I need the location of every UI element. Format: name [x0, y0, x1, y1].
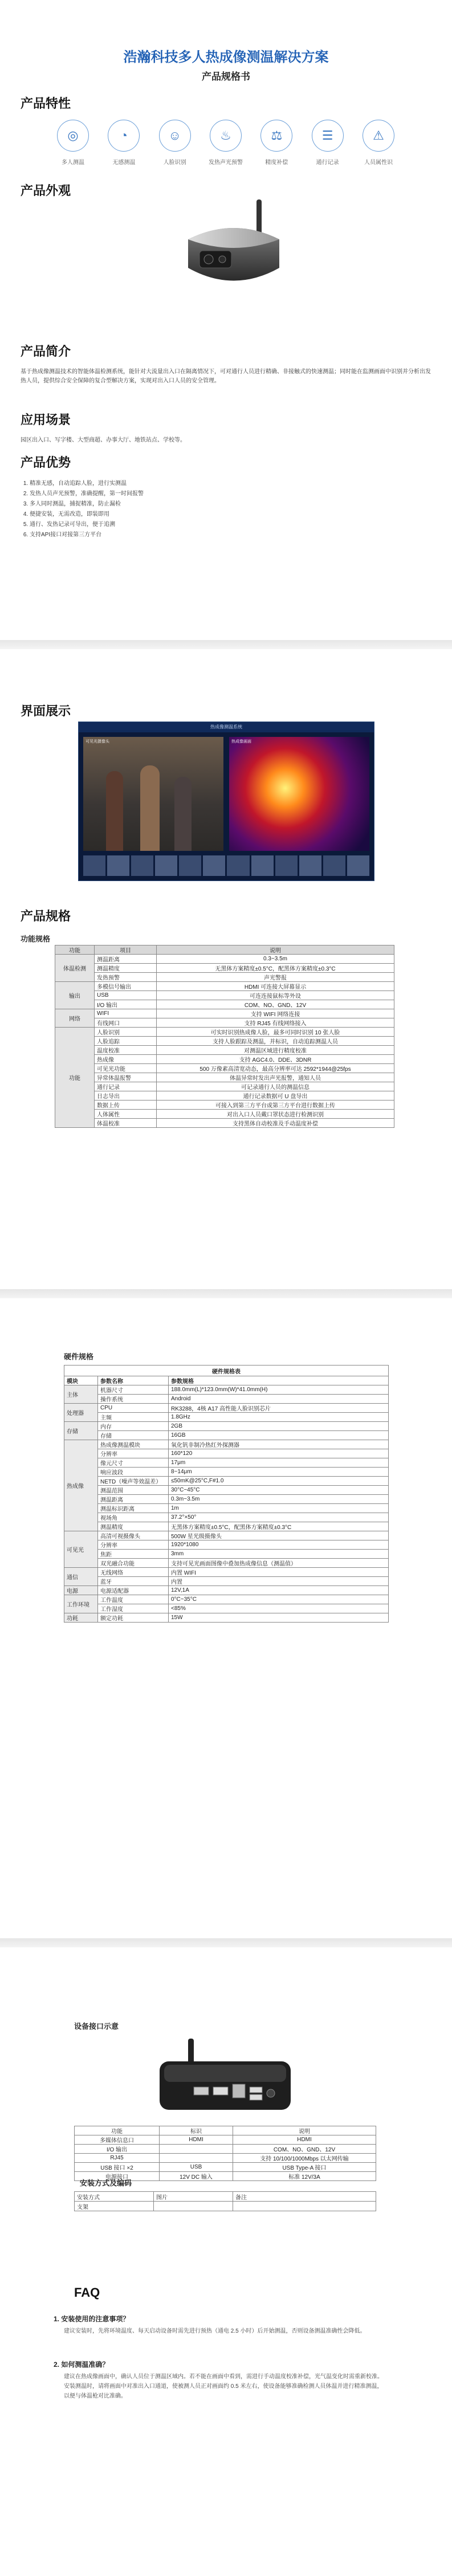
faq-answer: 建议安装时，先将环境温度、每天启动设备时需先进行预热（通电 2.5 小时）后开始测温，否则设备测温准确性会降低。: [64, 2328, 366, 2334]
table-cell: 15W: [169, 1613, 389, 1623]
page-separator: [0, 1938, 452, 1947]
person-figure: [174, 777, 192, 851]
table-cell: 焦距: [98, 1550, 169, 1559]
feature-label: 人员属性识: [364, 160, 393, 166]
faq-answer: 建议在热成像画面中，确认人员位于测温区域内。若不能在画面中看到，需进行手动温度校准补偿，光气温变化时需重新校准。安装测温时，请将画面中对准出入口通道，使被测人员正对画面约 0.5 米左右，使设备能够准确检测人员体温并进行精准测温，以便与体温枪对比准确。: [64, 2374, 383, 2399]
table-row: [64, 1477, 389, 1486]
section-appearance-title: 产品外观: [21, 184, 71, 198]
table-cell: [160, 2145, 233, 2154]
thumbnail: [275, 855, 298, 876]
table-row: [55, 991, 394, 1000]
feature-item: [258, 120, 295, 177]
table-cell: 体温校准: [95, 1119, 157, 1128]
table-cell: 内置: [169, 1577, 389, 1586]
section-screen-title: 界面展示: [21, 704, 71, 718]
install-title: 安装方式及编码: [80, 2179, 132, 2187]
list-item: 4. 便捷安装，无需改造，即装即用: [30, 510, 144, 520]
table-cell: 输出: [55, 982, 95, 1009]
table-row: [64, 1385, 389, 1395]
table-cell: NETD（噪声等效温差）: [98, 1477, 169, 1486]
thumbnail: [107, 855, 129, 876]
table-row: [55, 1110, 394, 1119]
table-cell: 16GB: [169, 1431, 389, 1440]
table-cell: [160, 2154, 233, 2163]
faq-question-text: 如何测温准确？: [61, 2361, 109, 2369]
feature-label: 人脸识别: [163, 160, 186, 166]
table-cell: 人体属性: [95, 1110, 157, 1119]
table-cell: 测温距离: [98, 1495, 169, 1504]
feature-label: 通行记录: [316, 160, 339, 166]
person-figure: [106, 771, 123, 851]
table-row: [64, 1422, 389, 1431]
contactless-icon: ◔: [108, 120, 140, 152]
table-cell: WIFI: [95, 1009, 157, 1018]
table-cell: 氧化钒非制冷热红外探测器: [169, 1440, 389, 1449]
table-cell: 测温精度: [98, 1522, 169, 1531]
table-row: [55, 1082, 394, 1091]
visible-panel-title: 可见光摄像头: [85, 740, 109, 744]
table-cell: 主体: [64, 1385, 98, 1404]
table-row: [64, 1531, 389, 1540]
thumbnail: [251, 855, 274, 876]
table-row: [64, 1404, 389, 1413]
table-header: 说明: [233, 2126, 376, 2135]
table-cell: 存储: [64, 1422, 98, 1440]
table-cell: 500W 星光级摄像头: [169, 1531, 389, 1540]
table-cell: 可实时识别热成像人脸，最多可同时识别 10 张人脸: [157, 1028, 394, 1037]
table-cell: [154, 2202, 233, 2211]
table-row: [64, 1540, 389, 1550]
thumbnail: [299, 855, 321, 876]
table-header: 标识: [160, 2126, 233, 2135]
table-cell: 存储: [98, 1431, 169, 1440]
table-row: [55, 1064, 394, 1073]
table-cell: [233, 2202, 376, 2211]
table-cell: 0°C~35°C: [169, 1595, 389, 1604]
document-subtitle: 产品规格书: [202, 71, 250, 82]
list-item: 2. 发热人员声光预警，准确提醒，第一时间报警: [30, 489, 144, 499]
intro-paragraph: 基于热成像测温技术的智能体温检测系统，能针对大流量出入口在隔离情况下，可对通行人员进行精确、非接触式的快速测温；同时能在监测画面中识别并分析出发热人员，提供综合安全保障的复合型解决方案，实现对出入口人员的安全管理。: [21, 369, 431, 384]
table-cell: 响应波段: [98, 1468, 169, 1477]
table-cell: 异常体温报警: [95, 1073, 157, 1082]
table-row: [64, 1395, 389, 1404]
table-cell: 人脸识别: [95, 1028, 157, 1037]
table-cell: 热成像: [64, 1440, 98, 1531]
table-cell: 8~14μm: [169, 1468, 389, 1477]
thumbnail: [323, 855, 345, 876]
thumbnail: [179, 855, 201, 876]
table-cell: 像元尺寸: [98, 1458, 169, 1468]
table-row: [55, 1046, 394, 1055]
table-row: [64, 1449, 389, 1458]
table-row: [64, 1559, 389, 1568]
table-cell: CPU: [98, 1404, 169, 1413]
table-row: [55, 1100, 394, 1110]
table-row: [55, 1073, 394, 1082]
feature-item: [310, 120, 346, 177]
function-spec-table: [55, 945, 394, 1128]
table-cell: 支持可见光画面图像中叠加热成像信息（测温值）: [169, 1559, 389, 1568]
table-cell: 多媒体信息口: [75, 2135, 160, 2145]
table-cell: 37.2°×50°: [169, 1513, 389, 1522]
table-cell: 1.8GHz: [169, 1413, 389, 1422]
thermal-panel-title: 热成像画面: [231, 740, 251, 744]
table-row: [55, 955, 394, 964]
section-spec-title: 产品规格: [21, 909, 71, 923]
thumbnail: [155, 855, 177, 876]
table-row: [55, 1009, 394, 1018]
scenes-paragraph: 园区出入口、写字楼、大型商超、办事大厅、地铁站点、学校等。: [21, 437, 186, 443]
table-cell: 支持 AGC4.0、DDE、3DNR: [157, 1055, 394, 1064]
table-row: [55, 1037, 394, 1046]
alarm-icon: ♨: [210, 120, 242, 152]
table-cell: 可记录通行人员的测温信息: [157, 1082, 394, 1091]
table-cell: 温度校准: [95, 1046, 157, 1055]
list-item: 6. 支持API接口对接第三方平台: [30, 530, 144, 540]
table-cell: 0.3m~3.5m: [169, 1495, 389, 1504]
face-recognition-icon: ☺: [159, 120, 191, 152]
table-cell: 支持 WIFI 网络连接: [157, 1009, 394, 1018]
table-header: 模块: [64, 1376, 98, 1385]
table-row: [64, 1522, 389, 1531]
table-row: [55, 1055, 394, 1064]
table-cell: 支持人脸跟踪及测温，并标识，自动追踪测温人员: [157, 1037, 394, 1046]
table-cell: RK3288，4核 A17 高性能人脸识别芯片: [169, 1404, 389, 1413]
faq-question-text: 安装使用的注意事项？: [61, 2315, 130, 2323]
feature-label: 多人测温: [62, 160, 84, 166]
table-row: [55, 1018, 394, 1028]
screen-title: 热成像测温系统: [210, 724, 242, 729]
table-cell: 操作系统: [98, 1395, 169, 1404]
table-cell: 分辨率: [98, 1449, 169, 1458]
table-cell: 内存: [98, 1422, 169, 1431]
table-cell: 体温异常时发出声光报警，通知人员: [157, 1073, 394, 1082]
feature-item: [360, 120, 397, 177]
table-cell: 多模信号输出: [95, 982, 157, 991]
table-row: [75, 2135, 376, 2145]
table-cell: 声光警报: [157, 973, 394, 982]
table-cell: I/O 输出: [75, 2145, 160, 2154]
table-row: [64, 1595, 389, 1604]
advantages-list: [21, 479, 144, 540]
table-cell: COM、NO、GND、12V: [233, 2145, 376, 2154]
list-item: 1. 精准无感，自动追踪人脸，进行实测温: [30, 479, 144, 489]
visible-camera-panel: [83, 737, 223, 851]
table-row: [55, 1028, 394, 1037]
table-cell: 电源: [64, 1586, 98, 1595]
page-1: [0, 0, 452, 640]
table-row: [55, 1091, 394, 1100]
table-cell: 对测温区域进行精度校准: [157, 1046, 394, 1055]
feature-label: 无感测温: [112, 160, 136, 166]
table-row: [64, 1577, 389, 1586]
table-cell: 测温距离: [95, 955, 157, 964]
table-cell: I/O 输出: [95, 1000, 157, 1009]
table-cell: 500 万像素高清宽动态，最高分辨率可达 2592*1944@25fps: [157, 1064, 394, 1073]
table-cell: 电源接口: [75, 2172, 160, 2181]
table-cell: 功耗: [64, 1613, 98, 1623]
table-cell: 工作温度: [98, 1595, 169, 1604]
table-row: [64, 1468, 389, 1477]
table-cell: 0.3~3.5m: [157, 955, 394, 964]
table-cell: 网络: [55, 1009, 95, 1028]
table-cell: 测温标识距离: [98, 1504, 169, 1513]
table-cell: 无黑体方案精度±0.5°C，配黑体方案精度±0.3°C: [169, 1522, 389, 1531]
table-cell: 机器尺寸: [98, 1385, 169, 1395]
table-row: [75, 2145, 376, 2154]
table-cell: COM、NO、GND、12V: [157, 1000, 394, 1009]
iface-title: 设备接口示意: [74, 2022, 119, 2031]
page-separator: [0, 640, 452, 649]
faq-question: 2. 如何测温准确？: [54, 2361, 109, 2369]
table-cell: 主频: [98, 1413, 169, 1422]
table-row: [64, 1440, 389, 1449]
multi-person-icon: ◎: [57, 120, 89, 152]
ui-screenshot: [78, 722, 374, 881]
faq-question: 1. 安装使用的注意事项？: [54, 2315, 130, 2323]
thumbnail-strip: [83, 855, 369, 876]
table-cell: 通行记录: [95, 1082, 157, 1091]
table-row: [64, 1550, 389, 1559]
table-cell: 日志导出: [95, 1091, 157, 1100]
table-cell: 电源适配器: [98, 1586, 169, 1595]
faq-title: FAQ: [74, 2285, 100, 2300]
thumbnail: [227, 855, 249, 876]
table-cell: HDMI 可连接大屏幕显示: [157, 982, 394, 991]
table-cell: USB: [160, 2163, 233, 2172]
table-cell: 支持黑体自动校准及手动温度补偿: [157, 1119, 394, 1128]
hw-spec-title: 硬件规格: [64, 1352, 94, 1361]
feature-item: [105, 120, 142, 177]
table-cell: 17μm: [169, 1458, 389, 1468]
table-cell: 视场角: [98, 1513, 169, 1522]
table-cell: 对出入口人员戴口罩状态进行检测识别: [157, 1110, 394, 1119]
person-figure: [140, 765, 160, 851]
section-features-title: 产品特性: [21, 96, 71, 111]
table-cell: 12V,1A: [169, 1586, 389, 1595]
table-row: [64, 1495, 389, 1504]
table-row: [64, 1458, 389, 1468]
table-cell: 12V DC 输入: [160, 2172, 233, 2181]
thumbnail: [83, 855, 105, 876]
table-row: [64, 1486, 389, 1495]
table-cell: HDMI: [160, 2135, 233, 2145]
table-cell: Android: [169, 1395, 389, 1404]
table-cell: 通信: [64, 1568, 98, 1586]
table-cell: 可见光功能: [95, 1064, 157, 1073]
table-cell: 分辨率: [98, 1540, 169, 1550]
section-scenes-title: 应用场景: [21, 413, 71, 427]
record-icon: ☰: [312, 120, 344, 152]
table-row: [64, 1586, 389, 1595]
table-cell: RJ45: [75, 2154, 160, 2163]
table-row: [64, 1513, 389, 1522]
table-cell: 有线网口: [95, 1018, 157, 1028]
table-cell: 标准 12V/3A: [233, 2172, 376, 2181]
table-cell: 热成像: [95, 1055, 157, 1064]
document-title: 浩瀚科技多人热成像测温解决方案: [123, 50, 329, 65]
table-cell: USB 接口 ×2: [75, 2163, 160, 2172]
table-row: [75, 2202, 376, 2211]
table-cell: 1m: [169, 1504, 389, 1513]
table-cell: <85%: [169, 1604, 389, 1613]
table-cell: 支架: [75, 2202, 154, 2211]
table-cell: 功能: [55, 1028, 95, 1128]
table-cell: HDMI: [233, 2135, 376, 2145]
table-row: [55, 982, 394, 991]
table-cell: USB: [95, 991, 157, 1000]
feature-icons-row: [55, 120, 397, 177]
table-cell: 人脸追踪: [95, 1037, 157, 1046]
table-cell: 可接入到第三方平台或第三方平台进行数据上传: [157, 1100, 394, 1110]
table-row: [64, 1613, 389, 1623]
thumbnail: [131, 855, 153, 876]
table-row: [64, 1568, 389, 1577]
table-cell: 支持 RJ45 有线网络接入: [157, 1018, 394, 1028]
feature-item: [55, 120, 91, 177]
thumbnail: [347, 855, 369, 876]
table-cell: 热成像测温模块: [98, 1440, 169, 1449]
table-cell: 160*120: [169, 1449, 389, 1458]
table-cell: 无线网络: [98, 1568, 169, 1577]
device-interface-image: [154, 2039, 296, 2116]
table-cell: 30°C~45°C: [169, 1486, 389, 1495]
table-cell: 188.0mm(L)*123.0mm(W)*41.0mm(H): [169, 1385, 389, 1395]
table-header: 参数名称: [98, 1376, 169, 1385]
table-cell: 蓝牙: [98, 1577, 169, 1586]
table-row: [64, 1504, 389, 1513]
table-row: [55, 964, 394, 973]
section-intro-title: 产品简介: [21, 344, 71, 358]
table-cell: 高清可视摄像头: [98, 1531, 169, 1540]
table-cell: 额定功耗: [98, 1613, 169, 1623]
table-header: 功能: [75, 2126, 160, 2135]
table-row: [64, 1413, 389, 1422]
list-item: 3. 多人同时测温，捕捉精准，防止漏检: [30, 499, 144, 510]
table-cell: 3mm: [169, 1550, 389, 1559]
warning-icon: ⚠: [363, 120, 394, 152]
func-spec-title: 功能规格: [21, 935, 51, 943]
table-row: [64, 1604, 389, 1613]
table-cell: 工作湿度: [98, 1604, 169, 1613]
table-header: 安装方式: [75, 2192, 154, 2202]
table-caption: 硬件规格表: [64, 1366, 389, 1376]
list-item: 5. 通行、发热记录可导出，便于追溯: [30, 520, 144, 530]
table-header: 参数规格: [169, 1376, 389, 1385]
table-cell: 1920*1080: [169, 1540, 389, 1550]
section-advantages-title: 产品优势: [21, 455, 71, 470]
table-cell: 双光融合功能: [98, 1559, 169, 1568]
table-cell: 处理器: [64, 1404, 98, 1422]
table-row: [55, 1000, 394, 1009]
table-cell: USB Type-A 接口: [233, 2163, 376, 2172]
table-header: 说明: [157, 945, 394, 955]
table-row: [75, 2163, 376, 2172]
device-image: [177, 194, 291, 302]
table-row: [75, 2154, 376, 2163]
table-header: 备注: [233, 2192, 376, 2202]
table-cell: 体温检测: [55, 955, 95, 982]
table-cell: 内置 WIFI: [169, 1568, 389, 1577]
feature-item: [157, 120, 193, 177]
table-cell: ≤50mK@25°C,F#1.0: [169, 1477, 389, 1486]
hardware-spec-table: [64, 1365, 389, 1623]
table-cell: 通行记录数据可 U 盘导出: [157, 1091, 394, 1100]
table-cell: 可连连接鼠标等外设: [157, 991, 394, 1000]
interface-table: [74, 2126, 376, 2181]
table-header: 功能: [55, 945, 95, 955]
table-cell: 测温范围: [98, 1486, 169, 1495]
table-row: [55, 973, 394, 982]
page-4: [0, 1947, 452, 2576]
feature-label: 精度补偿: [265, 160, 288, 166]
compensation-icon: ⚖: [260, 120, 292, 152]
table-row: [64, 1431, 389, 1440]
table-cell: 数据上传: [95, 1100, 157, 1110]
table-cell: 工作环境: [64, 1595, 98, 1613]
table-cell: 测温精度: [95, 964, 157, 973]
feature-item: [207, 120, 244, 177]
thermal-camera-panel: [229, 737, 369, 851]
install-table: [74, 2191, 376, 2211]
table-header: 图片: [154, 2192, 233, 2202]
table-cell: 支持 10/100/1000Mbps 以太网传输: [233, 2154, 376, 2163]
table-header: 项目: [95, 945, 157, 955]
thumbnail: [203, 855, 225, 876]
table-cell: 2GB: [169, 1422, 389, 1431]
feature-label: 发热声光预警: [208, 160, 243, 166]
table-cell: 发热预警: [95, 973, 157, 982]
table-cell: 无黑体方案精度±0.5°C，配黑体方案精度±0.3°C: [157, 964, 394, 973]
page-separator: [0, 1289, 452, 1298]
table-cell: 可见光: [64, 1531, 98, 1568]
table-row: [55, 1119, 394, 1128]
